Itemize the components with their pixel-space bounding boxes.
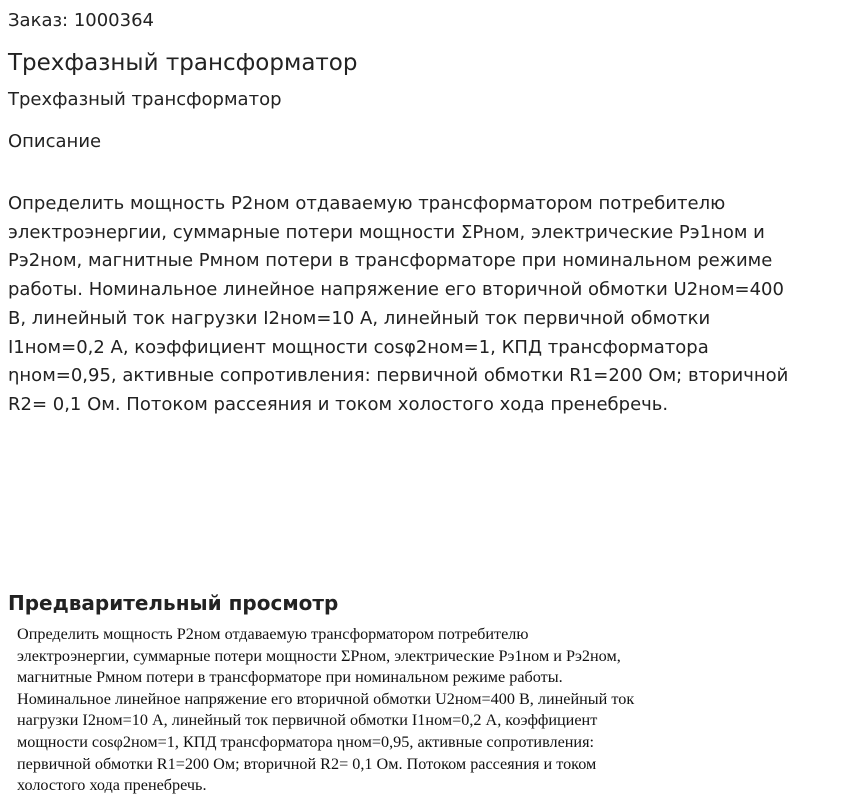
preview-line: первичной обмотки R1=200 Ом; вторичной R2= 0,1 Ом. Потоком рассеяния и током: [17, 754, 597, 773]
description-text: [8, 190, 837, 420]
description-line: ηном=0,95, активные сопротивления: первичной обмотки R1=200 Ом; вторичной: [8, 365, 789, 387]
preview-line: электроэнергии, суммарные потери мощности ΣPном, электрические Pэ1ном и Pэ2ном,: [17, 646, 621, 665]
description-line: Определить мощность P2ном отдаваемую трансформатором потребителю: [8, 193, 726, 214]
product-subtitle: Трехфазный трансформатор: [8, 89, 282, 110]
preview-heading: Предварительный просмотр: [8, 591, 339, 615]
description-line: Pэ2ном, магнитные Pмном потери в трансформаторе при номинальном режиме: [8, 250, 773, 272]
description-line: I1ном=0,2 А, коэффициент мощности cosφ2ном=1, КПД трансформатора: [8, 336, 709, 358]
page-title: Трехфазный трансформатор: [8, 50, 358, 76]
description-line: работы. Номинальное линейное напряжение его вторичной обмотки U2ном=400: [8, 279, 784, 301]
description-line: электроэнергии, суммарные потери мощности ΣPном, электрические Pэ1ном и: [8, 221, 765, 243]
description-line: R2= 0,1 Ом. Потоком рассеяния и током холостого хода пренебречь.: [8, 393, 669, 415]
preview-line: холостого хода пренебречь.: [17, 776, 207, 795]
order-number: Заказ: 1000364: [8, 10, 154, 31]
description-line: В, линейный ток нагрузки I2ном=10 А, линейный ток первичной обмотки: [8, 307, 711, 329]
preview-line: Номинальное линейное напряжение его вторичной обмотки U2ном=400 В, линейный ток: [17, 689, 635, 708]
description-heading: Описание: [8, 131, 102, 152]
preview-line: мощности cosφ2ном=1, КПД трансформатора ηном=0,95, активные сопротивления:: [17, 732, 595, 751]
preview-line: Определить мощность P2ном отдаваемую трансформатором потребителю: [17, 625, 529, 643]
preview-line: магнитные Pмном потери в трансформаторе при номинальном режиме работы.: [17, 668, 563, 687]
preview-document: [17, 624, 797, 797]
preview-line: нагрузки I2ном=10 А, линейный ток первичной обмотки I1ном=0,2 А, коэффициент: [17, 711, 598, 730]
